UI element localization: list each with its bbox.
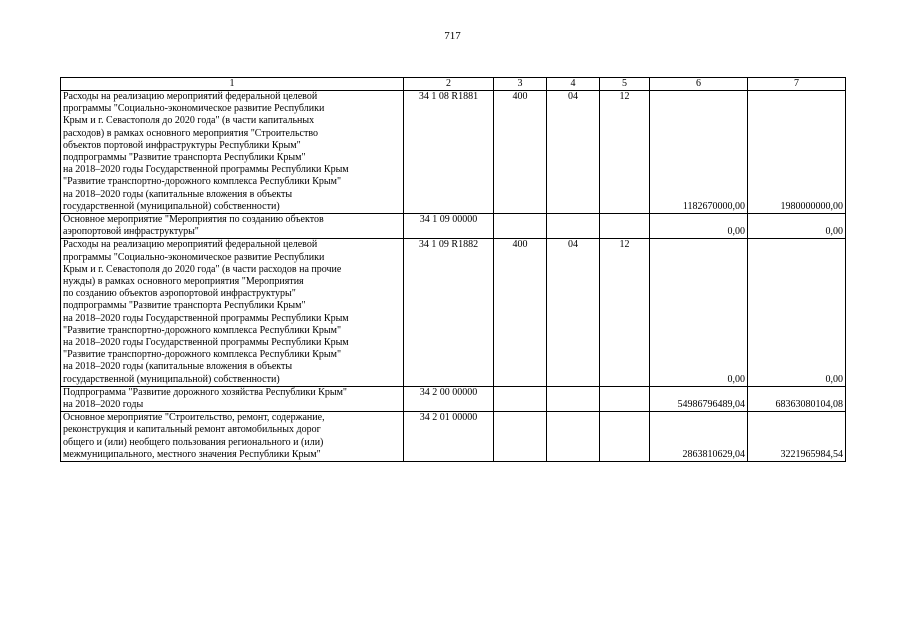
row-c4 <box>547 412 600 462</box>
row-amount-2019: 2863810629,04 <box>650 412 748 462</box>
table-row <box>61 239 846 386</box>
row-name: Основное мероприятие "Строительство, ремонт, содержание, реконструкция и капитальный ремонт автомобильных дорог общего и (или) необщего пользования регионального и (или) межмуниципального, местного значения Республики Крым" <box>61 412 404 462</box>
row-amount-2019: 54986796489,04 <box>650 386 748 411</box>
row-name: Подпрограмма "Развитие дорожного хозяйства Республики Крым" на 2018–2020 годы <box>61 386 404 411</box>
header-cell: 4 <box>547 78 600 91</box>
header-cell: 3 <box>494 78 547 91</box>
row-amount-2019: 1182670000,00 <box>650 91 748 214</box>
row-c3: 400 <box>494 91 547 214</box>
row-c5 <box>600 386 650 411</box>
row-name: Расходы на реализацию мероприятий федеральной целевой программы "Социально-экономическое развитие Республики Крым и г. Севастополя до 2020 года" (в части расходов на прочие нужды) в рамках основного мероприятия "Мероприятия по созданию объектов аэропортовой инфраструктуры" подпрограммы "Развитие транспорта Республики Крым" на 2018–2020 годы Государственной программы Республики Крым "Развитие транспортно-дорожного комплекса Республики Крым" на 2018–2020 годы Государственной программы Республики Крым "Развитие транспортно-дорожного комплекса Республики Крым" на 2018–2020 годы (капитальные вложения в объекты государственной (муниципальной) собственности) <box>61 239 404 386</box>
row-code: 34 2 01 00000 <box>404 412 494 462</box>
row-c5 <box>600 412 650 462</box>
row-amount-2020: 0,00 <box>748 214 846 239</box>
page-number: 717 <box>444 30 461 42</box>
row-c5: 12 <box>600 91 650 214</box>
row-c4 <box>547 214 600 239</box>
row-amount-2020: 68363080104,08 <box>748 386 846 411</box>
header-cell: 2 <box>404 78 494 91</box>
row-c3 <box>494 386 547 411</box>
budget-table <box>60 77 846 462</box>
row-c5 <box>600 214 650 239</box>
row-amount-2020: 1980000000,00 <box>748 91 846 214</box>
row-c5: 12 <box>600 239 650 386</box>
table-row <box>61 412 846 462</box>
row-code: 34 2 00 00000 <box>404 386 494 411</box>
table-row <box>61 214 846 239</box>
row-code: 34 1 09 R1882 <box>404 239 494 386</box>
table-row <box>61 91 846 214</box>
row-amount-2019: 0,00 <box>650 239 748 386</box>
row-c3: 400 <box>494 239 547 386</box>
row-c4: 04 <box>547 239 600 386</box>
row-amount-2020: 0,00 <box>748 239 846 386</box>
row-name: Основное мероприятие "Мероприятия по созданию объектов аэропортовой инфраструктуры" <box>61 214 404 239</box>
row-amount-2020: 3221965984,54 <box>748 412 846 462</box>
row-c4: 04 <box>547 91 600 214</box>
row-c4 <box>547 386 600 411</box>
header-cell: 1 <box>61 78 404 91</box>
row-c3 <box>494 214 547 239</box>
row-code: 34 1 09 00000 <box>404 214 494 239</box>
header-cell: 6 <box>650 78 748 91</box>
header-cell: 7 <box>748 78 846 91</box>
table-header-row <box>61 78 846 91</box>
row-name: Расходы на реализацию мероприятий федеральной целевой программы "Социально-экономическое развитие Республики Крым и г. Севастополя до 2020 года" (в части капитальных расходов) в рамках основного мероприятия "Строительство объектов портовой инфраструктуры Республики Крым" подпрограммы "Развитие транспорта Республики Крым" на 2018–2020 годы Государственной программы Республики Крым "Развитие транспортно-дорожного комплекса Республики Крым" на 2018–2020 годы (капитальные вложения в объекты государственной (муниципальной) собственности) <box>61 91 404 214</box>
table-row <box>61 386 846 411</box>
header-cell: 5 <box>600 78 650 91</box>
row-code: 34 1 08 R1881 <box>404 91 494 214</box>
row-amount-2019: 0,00 <box>650 214 748 239</box>
row-c3 <box>494 412 547 462</box>
